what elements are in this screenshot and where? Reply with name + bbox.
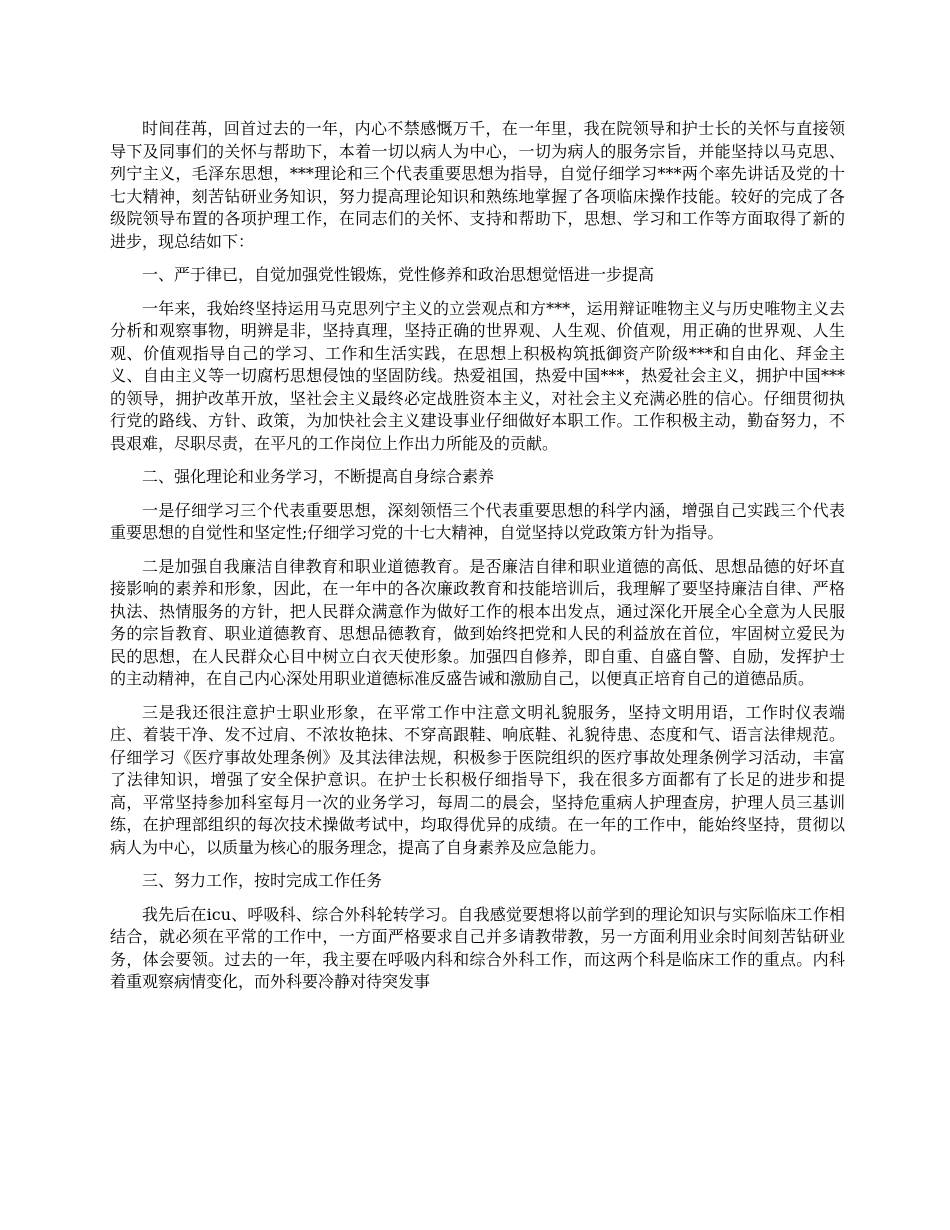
paragraph-intro: 时间荏苒，回首过去的一年，内心不禁感慨万千，在一年里，我在院领导和护士长的关怀与直接领导下及同事们的关怀与帮助下，本着一切以病人为中心，一切为病人的服务宗旨，并能坚持以马克思、列宁主义，毛泽东思想，***理论和三个代表重要思想为指导，自觉仔细学习***两个率先讲话及党的十七大精神，刻苦钻研业务知识，努力提高理论知识和熟练地掌握了各项临床操作技能。较好的完成了各级院领导布置的各项护理工作，在同志们的关怀、支持和帮助下，思想、学习和工作等方面取得了新的进步，现总结如下： <box>110 119 845 251</box>
section-heading-1: 一、严于律已，自觉加强党性锻炼，党性修养和政治思想觉悟进一步提高 <box>142 265 655 284</box>
section-heading-2: 二、强化理论和业务学习，不断提高自身综合素养 <box>142 467 495 486</box>
paragraph-section-1: 一年来，我始终坚持运用马克思列宁主义的立尝观点和方***，运用辩证唯物主义与历史唯物主义去分析和观察事物，明辨是非，坚持真理，坚持正确的世界观、人生观、价值观，用正确的世界观、人生观、价值观指导自己的学习、工作和生活实践，在思想上积极构筑抵御资产阶级***和自由化、拜金主义、自由主义等一切腐朽思想侵蚀的坚固防线。热爱祖国，热爱中国***，热爱社会主义，拥护中国***的领导，拥护改革开放，坚社会主义最终必定战胜资本主义，对社会主义充满必胜的信心。仔细贯彻执行党的路线、方针、政策，为加快社会主义建设事业仔细做好本职工作。工作积极主动，勤奋努力，不畏艰难，尽职尽责，在平凡的工作岗位上作出力所能及的贡献。 <box>110 298 845 453</box>
document-body <box>110 118 845 1005</box>
paragraph-section-3: 我先后在icu、呼吸科、综合外科轮转学习。自我感觉要想将以前学到的理论知识与实际临床工作相结合，就必须在平常的工作中，一方面严格要求自己并多请教带教，另一方面利用业余时间刻苦钻研业务，体会要领。过去的一年，我主要在呼吸内科和综合外科工作，而这两个科是临床工作的重点。内科着重观察病情变化，而外科要冷静对待突发事 <box>110 904 845 991</box>
paragraph-section-2-part-1: 一是仔细学习三个代表重要思想，深刻领悟三个代表重要思想的科学内涵，增强自己实践三个代表重要思想的自觉性和坚定性;仔细学习党的十七大精神，自觉坚持以党政策方针为指导。 <box>110 500 845 542</box>
paragraph-section-2-part-3: 三是我还很注意护士职业形象，在平常工作中注意文明礼貌服务，坚持文明用语，工作时仪表端庄、着装干净、发不过肩、不浓妆艳抹、不穿高跟鞋、响底鞋、礼貌待患、态度和气、语言法律规范。仔细学习《医疗事故处理条例》及其法律法规，积极参于医院组织的医疗事故处理条例学习活动，丰富了法律知识，增强了安全保护意识。在护士长积极仔细指导下，我在很多方面都有了长足的进步和提高，平常坚持参加科室每月一次的业务学习，每周二的晨会，坚持危重病人护理查房，护理人员三基训练，在护理部组织的每次技术操做考试中，均取得优异的成绩。在一年的工作中，能始终坚持，贯彻以病人为中心，以质量为核心的服务理念，提高了自身素养及应急能力。 <box>110 702 845 857</box>
section-heading-3: 三、努力工作，按时完成工作任务 <box>142 871 383 890</box>
paragraph-section-2-part-2: 二是加强自我廉洁自律教育和职业道德教育。是否廉洁自律和职业道德的高低、思想品德的好坏直接影响的素养和形象，因此，在一年中的各次廉政教育和技能培训后，我理解了要坚持廉洁自律、严格执法、热情服务的方针，把人民群众满意作为做好工作的根本出发点，通过深化开展全心全意为人民服务的宗旨教育、职业道德教育、思想品德教育，做到始终把党和人民的利益放在首位，牢固树立爱民为民的思想，在人民群众心目中树立白衣天使形象。加强四自修养，即自重、自盛自警、自励，发挥护士的主动精神，在自己内心深处用职业道德标准反盛告诫和激励自己，以便真正培育自己的道德品质。 <box>110 556 845 688</box>
